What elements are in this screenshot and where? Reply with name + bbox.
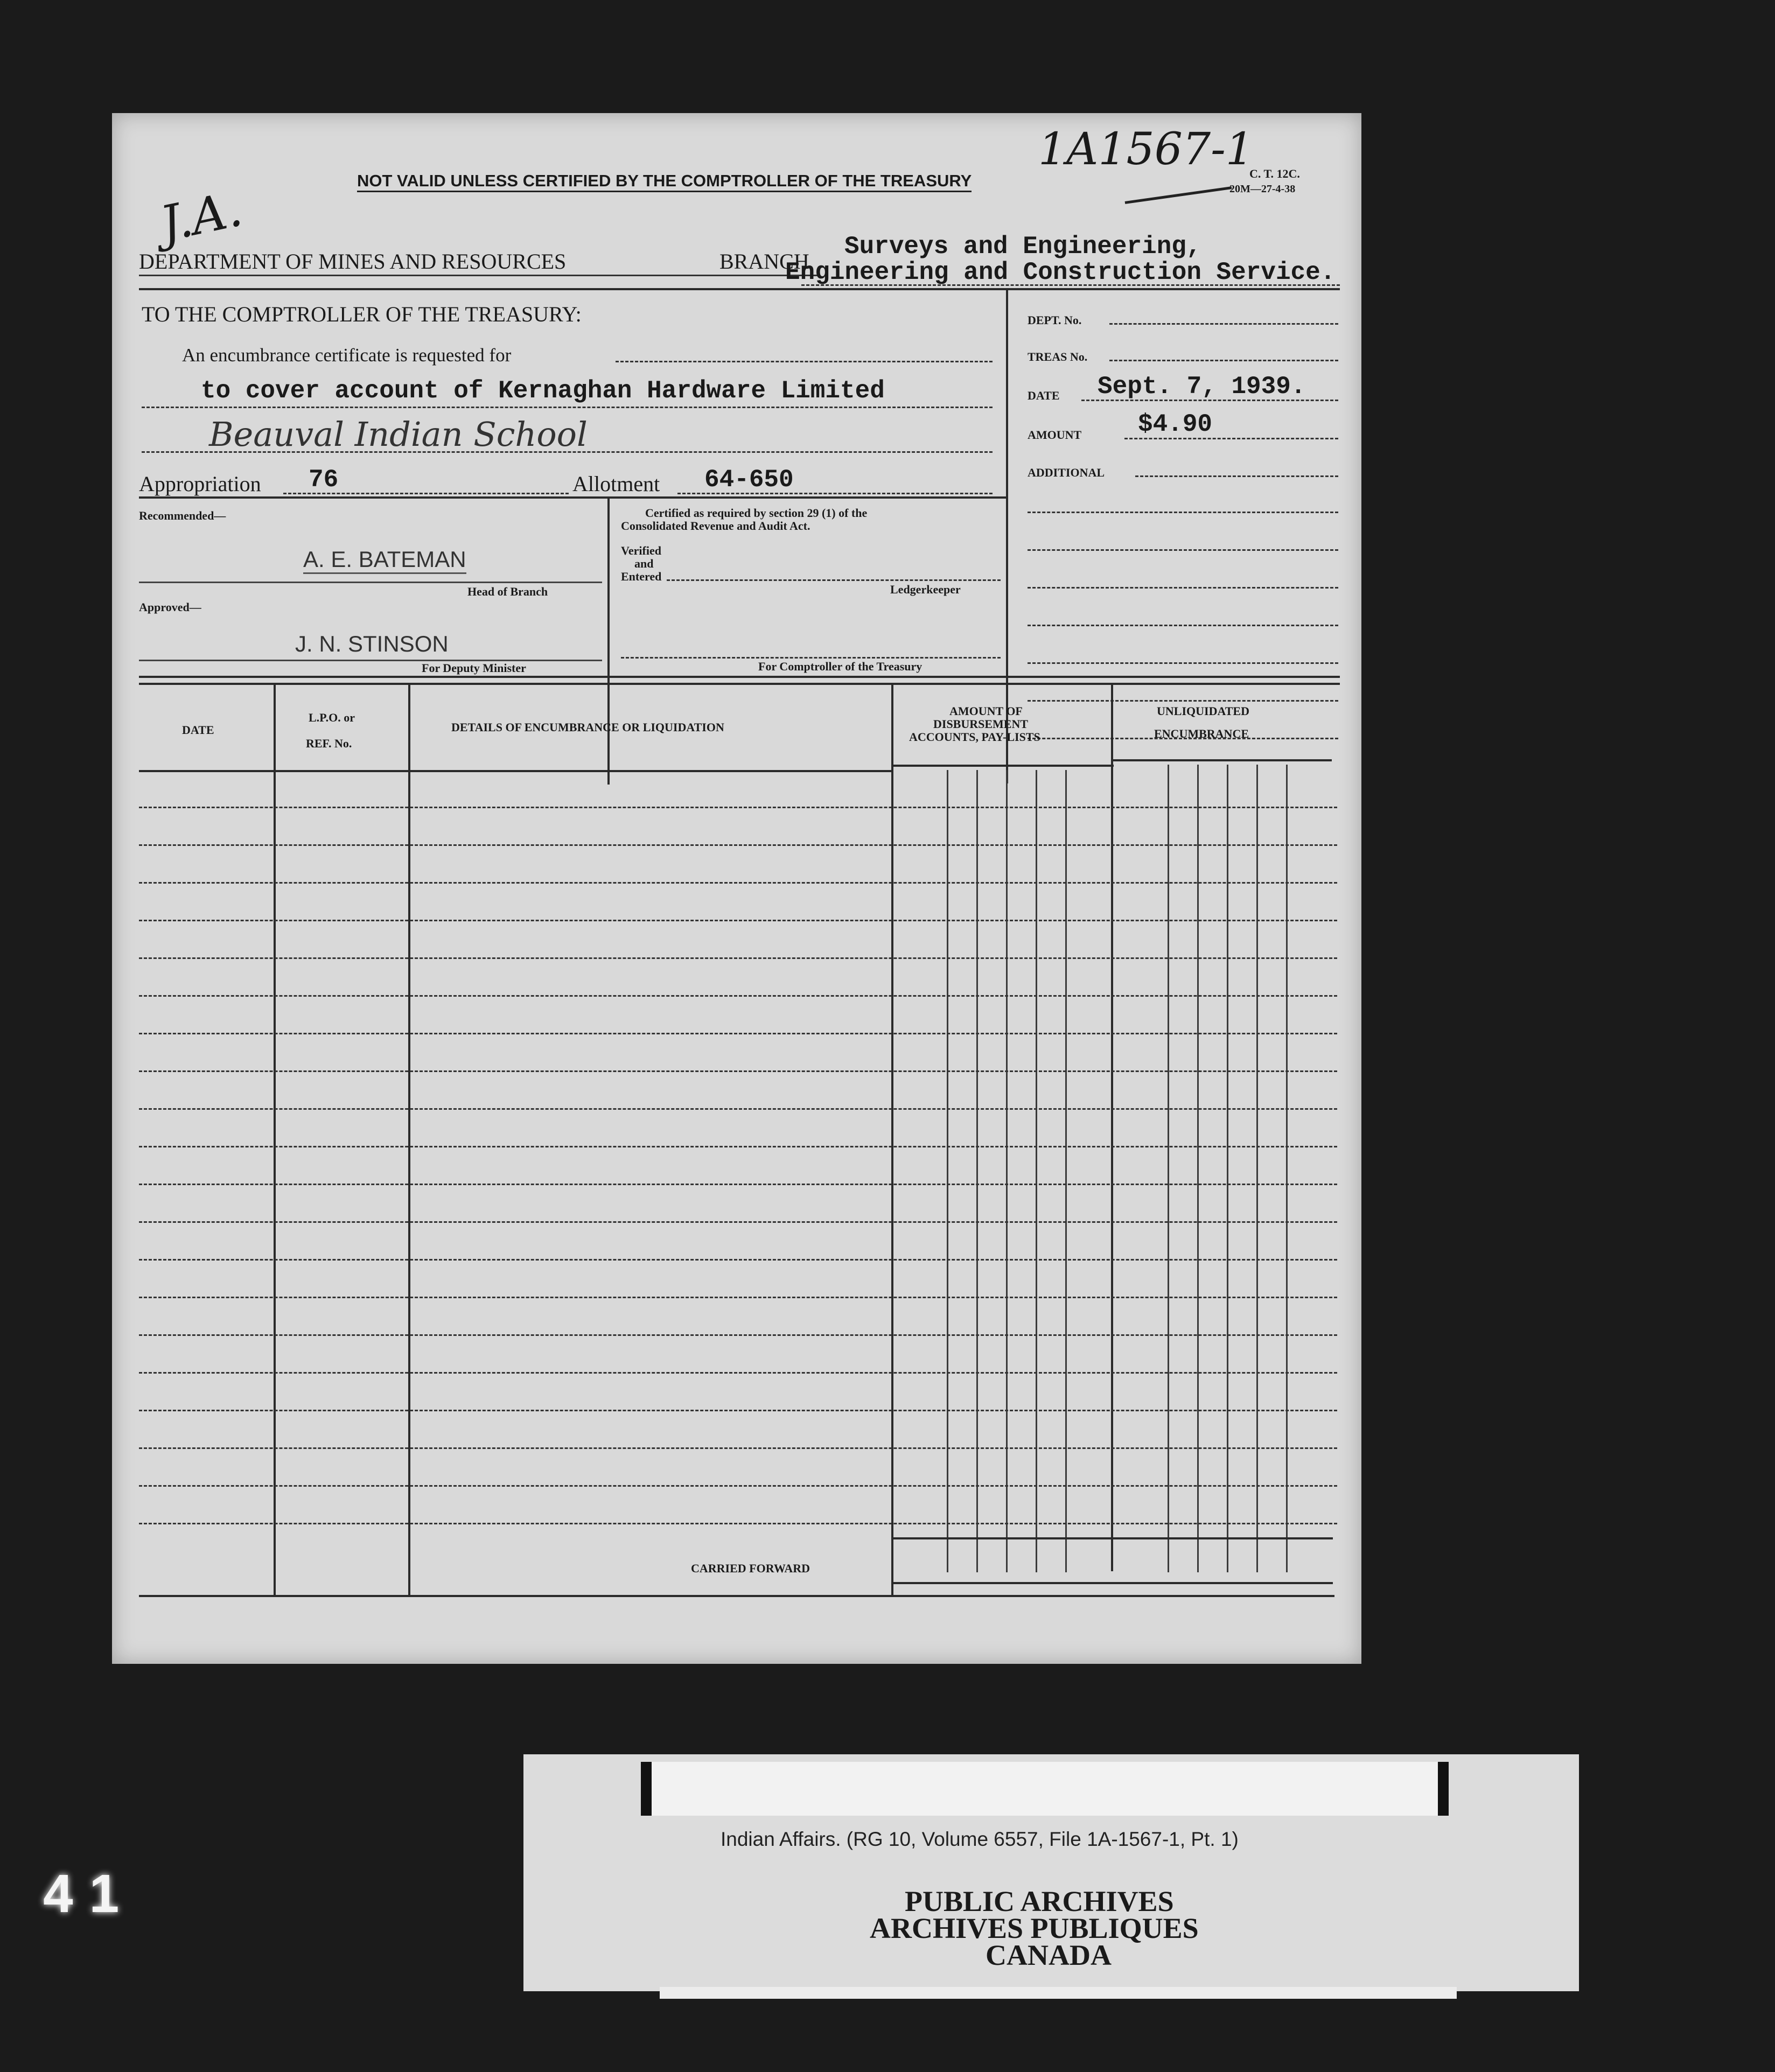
table-row	[139, 844, 1337, 846]
unliq-subcol-4	[1256, 765, 1258, 1572]
branch-label: BRANCH	[719, 249, 809, 274]
date-line	[1081, 400, 1338, 401]
table-row	[139, 1410, 1337, 1411]
amount-line	[1124, 438, 1338, 439]
table-row	[139, 1221, 1337, 1223]
signature-rule	[139, 496, 1007, 499]
recommended-line	[139, 582, 602, 583]
recommended-name: A. E. BATEMAN	[303, 547, 466, 574]
table-bottom-rule-2	[139, 1595, 1334, 1597]
archive-bottom-strip	[660, 1987, 1457, 1999]
amount-subcol-4	[1036, 770, 1037, 1572]
amount-subcol-5	[1065, 770, 1067, 1572]
col-amount-header-2: DISBURSEMENT	[933, 717, 1029, 731]
amount-value: $4.90	[1138, 410, 1213, 438]
col-lpo-header-2: REF. No.	[306, 737, 352, 750]
validity-notice: NOT VALID UNLESS CERTIFIED BY THE COMPTROLLER OF THE TREASURY	[357, 171, 972, 192]
top-rule	[139, 288, 1340, 290]
col-unliquidated-header-1: UNLIQUIDATED	[1157, 704, 1249, 718]
table-top-rule	[139, 676, 1340, 678]
date-value: Sept. 7, 1939.	[1098, 373, 1306, 401]
table-top-rule-2	[139, 683, 1340, 685]
table-header-rule	[139, 770, 893, 772]
comptroller-label: For Comptroller of the Treasury	[758, 660, 923, 673]
table-row	[139, 807, 1337, 808]
purpose-line-2	[142, 451, 993, 453]
branch-line-2: Engineering and Construction Service.	[785, 258, 1336, 286]
table-col-details-divider	[891, 683, 893, 1595]
unliq-subcol-5	[1286, 765, 1288, 1572]
additional-line	[1135, 475, 1338, 477]
purpose-typed: to cover account of Kernaghan Hardware Limited	[201, 377, 885, 405]
archive-reference: Indian Affairs. (RG 10, Volume 6557, File 1A-1567-1, Pt. 1)	[721, 1828, 1239, 1850]
verified-label-3: Entered	[621, 570, 662, 583]
amount-subcol-2	[976, 770, 978, 1572]
side-line-5	[1028, 662, 1338, 664]
table-row	[139, 995, 1337, 997]
recommended-label: Recommended—	[139, 509, 226, 522]
certified-text-1: Certified as required by section 29 (1) of the	[645, 506, 868, 520]
col-lpo-header-1: L.P.O. or	[309, 711, 355, 724]
appropriation-line	[283, 493, 569, 494]
table-row	[139, 1146, 1337, 1147]
encumbrance-form	[112, 113, 1361, 1664]
table-unliq-header-rule	[1111, 759, 1332, 761]
verified-label-2: and	[634, 557, 654, 570]
unliq-subcol-1	[1168, 765, 1169, 1572]
form-number: C. T. 12C.	[1249, 167, 1300, 180]
table-row	[139, 1259, 1337, 1261]
archive-line-2: ARCHIVES PUBLIQUES	[870, 1912, 1199, 1944]
side-line-6	[1028, 700, 1338, 702]
intro-line	[616, 361, 993, 362]
side-line-3	[1028, 587, 1338, 589]
table-col-amount-divider	[1111, 683, 1113, 1571]
film-frame-number: 41	[43, 1864, 136, 1924]
table-row	[139, 1447, 1337, 1449]
col-unliquidated-header-2: ENCUMBRANCE	[1154, 727, 1249, 740]
table-bottom-rule	[891, 1582, 1333, 1584]
branch-underline	[801, 284, 1340, 286]
appropriation-value: 76	[309, 466, 339, 494]
department-label: DEPARTMENT OF MINES AND RESOURCES	[139, 249, 567, 274]
table-row	[139, 1372, 1337, 1374]
verified-label-1: Verified	[621, 544, 661, 557]
table-col-ref-divider	[408, 683, 410, 1595]
allotment-label: Allotment	[572, 472, 660, 496]
col-amount-header-3: ACCOUNTS, PAY-LISTS	[909, 730, 1040, 744]
carried-forward-label: CARRIED FORWARD	[691, 1562, 810, 1575]
side-line-1	[1028, 512, 1338, 513]
addressee: TO THE COMPTROLLER OF THE TREASURY:	[142, 302, 582, 326]
approved-line	[139, 660, 602, 661]
table-row	[139, 920, 1337, 921]
unliq-subcol-2	[1197, 765, 1199, 1572]
dept-no-line	[1109, 323, 1338, 325]
date-label: DATE	[1028, 389, 1060, 402]
table-row	[139, 957, 1337, 959]
request-intro: An encumbrance certificate is requested for	[182, 345, 512, 366]
certified-text-2: Consolidated Revenue and Audit Act.	[621, 519, 810, 533]
archive-line-1: PUBLIC ARCHIVES	[905, 1885, 1174, 1917]
table-row	[139, 1297, 1337, 1298]
additional-label: ADDITIONAL	[1028, 466, 1105, 479]
branch-line-1: Surveys and Engineering,	[844, 233, 1201, 261]
table-amount-header-rule	[891, 765, 1114, 767]
corner-initials: J.A.	[155, 180, 247, 253]
purpose-line	[142, 407, 993, 408]
carried-forward-rule	[891, 1537, 1333, 1539]
approved-label: Approved—	[139, 600, 201, 614]
archive-line-3: CANADA	[986, 1939, 1112, 1971]
table-col-date-divider	[274, 683, 276, 1595]
unliq-subcol-3	[1227, 765, 1228, 1572]
form-print-code: 20M—27-4-38	[1229, 183, 1296, 195]
table-row	[139, 1334, 1337, 1336]
dept-no-label: DEPT. No.	[1028, 313, 1082, 327]
file-annotation: 1A1567-1	[1038, 124, 1254, 175]
verified-line	[667, 579, 1001, 581]
head-of-branch-label: Head of Branch	[467, 585, 548, 598]
ledgerkeeper-label: Ledgerkeeper	[890, 583, 961, 596]
annotation-underline	[1125, 186, 1232, 204]
archive-reference-strip	[641, 1762, 1449, 1816]
amount-subcol-3	[1006, 770, 1008, 1572]
side-line-4	[1028, 625, 1338, 626]
table-row	[139, 882, 1337, 884]
approved-name: J. N. STINSON	[295, 631, 449, 656]
deputy-label: For Deputy Minister	[422, 661, 526, 675]
comptroller-line	[621, 657, 1001, 659]
col-amount-header-1: AMOUNT OF	[949, 704, 1023, 718]
purpose-handwritten: Beauval Indian School	[209, 415, 588, 454]
allotment-value: 64-650	[704, 466, 794, 494]
amount-subcol-1	[947, 770, 948, 1572]
table-row	[139, 1523, 1337, 1524]
table-row	[139, 1108, 1337, 1110]
department-underline	[139, 275, 817, 276]
table-row	[139, 1033, 1337, 1034]
treas-no-label: TREAS No.	[1028, 350, 1088, 363]
col-date-header: DATE	[182, 723, 214, 737]
amount-label: AMOUNT	[1028, 428, 1082, 442]
side-line-2	[1028, 549, 1338, 551]
signature-divider	[607, 496, 610, 785]
allotment-line	[677, 493, 993, 494]
col-details-header: DETAILS OF ENCUMBRANCE OR LIQUIDATION	[451, 720, 724, 734]
appropriation-label: Appropriation	[139, 472, 261, 496]
table-row	[139, 1070, 1337, 1072]
treas-no-line	[1109, 360, 1338, 361]
table-row	[139, 1184, 1337, 1185]
table-row	[139, 1485, 1337, 1487]
